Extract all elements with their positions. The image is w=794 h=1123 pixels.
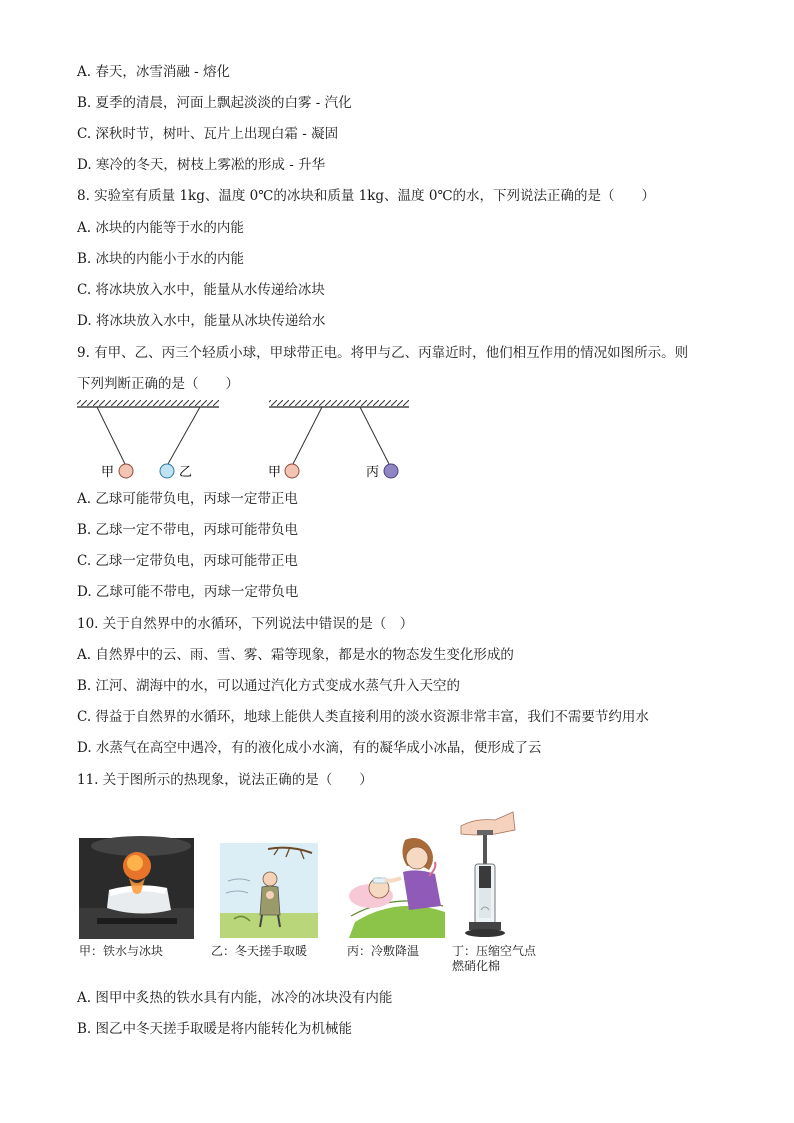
image-cold-compress <box>345 836 447 938</box>
q9-option-b: B. 乙球一定不带电，丙球可能带负电 <box>77 522 299 538</box>
caption-bing: 丙：冷敷降温 <box>347 944 420 958</box>
q7-option-c: C. 深秋时节，树叶、瓦片上出现白霜 - 凝固 <box>77 126 339 142</box>
ceiling-hatch <box>77 400 219 406</box>
ceiling-hatch <box>269 400 409 406</box>
q11-stem: 11. 关于图所示的热现象，说法正确的是（ ） <box>77 772 373 788</box>
q9-option-d: D. 乙球可能不带电，丙球一定带负电 <box>77 584 299 600</box>
caption-ding-line1: 丁：压缩空气点 <box>452 944 537 958</box>
label-jia: 甲 <box>268 465 282 480</box>
caption-yi: 乙：冬天搓手取暖 <box>211 944 308 958</box>
q9-stem-line1: 9. 有甲、乙、丙三个轻质小球，甲球带正电。将甲与乙、丙靠近时，他们相互作用的情况如图所示。则 <box>77 345 689 361</box>
q8-option-a: A. 冰块的内能等于水的内能 <box>77 220 244 236</box>
q8-stem: 8. 实验室有质量 1kg、温度 0℃的冰块和质量 1kg、温度 0℃的水，下列说法正确的是（ ） <box>77 188 656 204</box>
q11-option-b: B. 图乙中冬天搓手取暖是将内能转化为机械能 <box>77 1021 353 1037</box>
q11-option-a: A. 图甲中炙热的铁水具有内能，冰冷的冰块没有内能 <box>77 990 393 1006</box>
q10-option-a: A. 自然界中的云、雨、雪、雾、霜等现象，都是水的物态发生变化形成的 <box>77 647 514 663</box>
q7-option-a: A. 春天，冰雪消融 - 熔化 <box>77 64 230 80</box>
caption-ding-line2: 燃硝化棉 <box>452 959 501 973</box>
label-yi: 乙 <box>179 465 193 480</box>
q8-option-b: B. 冰块的内能小于水的内能 <box>77 251 245 267</box>
ball-bing <box>384 464 398 478</box>
q8-option-d: D. 将冰块放入水中，能量从冰块传递给水 <box>77 313 326 329</box>
ball-jia <box>285 464 299 478</box>
image-molten-iron-ice <box>79 838 194 939</box>
q9-option-c: C. 乙球一定带负电，丙球可能带正电 <box>77 553 298 569</box>
q7-option-d: D. 寒冷的冬天，树枝上雾凇的形成 - 升华 <box>77 157 326 173</box>
image-air-compression <box>455 802 517 940</box>
q10-option-b: B. 江河、湖海中的水，可以通过汽化方式变成水蒸气升入天空的 <box>77 678 461 694</box>
q10-stem: 10. 关于自然界中的水循环，下列说法中错误的是（ ） <box>77 616 414 632</box>
caption-jia: 甲：铁水与冰块 <box>79 944 164 958</box>
ball-jia <box>119 464 133 478</box>
thread-yi <box>168 407 200 464</box>
q9-figure-repulsion <box>265 400 415 485</box>
q8-option-c: C. 将冰块放入水中，能量从水传递给冰块 <box>77 282 325 298</box>
q7-option-b: B. 夏季的清晨，河面上飘起淡淡的白雾 - 汽化 <box>77 95 352 111</box>
image-rubbing-hands <box>220 843 318 938</box>
thread-jia <box>97 407 125 464</box>
q10-option-d: D. 水蒸气在高空中遇冷，有的液化成小水滴，有的凝华成小冰晶，便形成了云 <box>77 740 542 756</box>
q10-option-c: C. 得益于自然界的水循环，地球上能供人类直接利用的淡水资源非常丰富，我们不需要节约用水 <box>77 709 649 725</box>
label-jia: 甲 <box>101 465 115 480</box>
q9-figure-attraction <box>75 400 225 485</box>
thread-jia <box>293 407 322 464</box>
q9-option-a: A. 乙球可能带负电，丙球一定带正电 <box>77 491 298 507</box>
thread-bing <box>360 407 389 464</box>
q9-stem-line2: 下列判断正确的是（ ） <box>77 376 239 392</box>
label-bing: 丙 <box>366 465 380 480</box>
ball-yi <box>160 464 174 478</box>
